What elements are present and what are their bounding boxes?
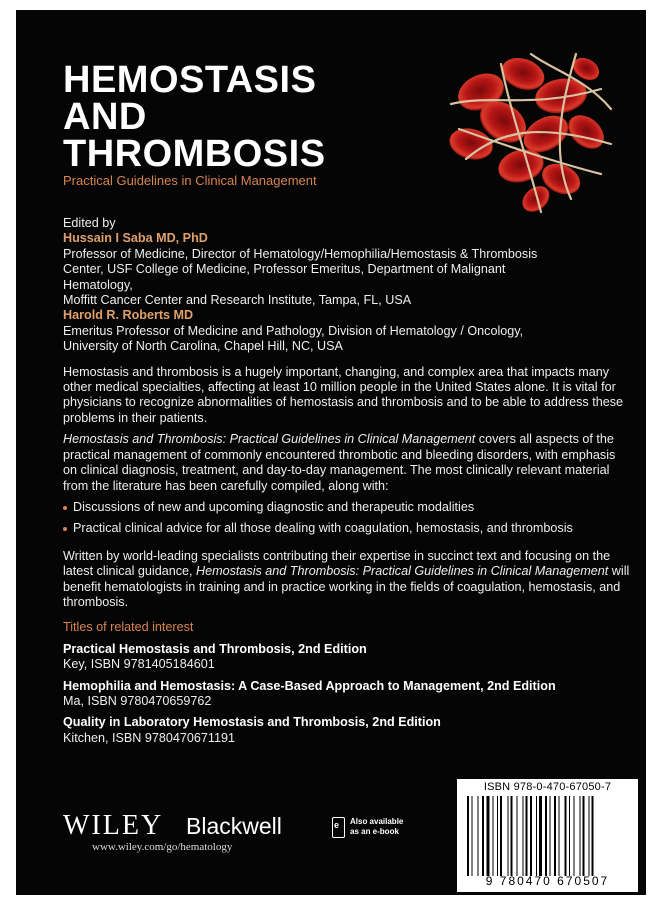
cover-text bbox=[63, 216, 631, 746]
barcode-bar bbox=[497, 796, 498, 876]
barcode-bar bbox=[565, 796, 567, 876]
editor-1-affiliation-line: Hematology, bbox=[63, 277, 133, 292]
editor-1-name: Hussain I Saba MD, PhD bbox=[63, 231, 208, 246]
book-title-italic: Hemostasis and Thrombosis: Practical Guidelines in Clinical Management bbox=[63, 432, 476, 447]
blood-clot-illustration bbox=[411, 34, 631, 224]
editor-2-affiliation-line: University of North Carolina, Chapel Hill, NC, USA bbox=[63, 339, 343, 354]
related-title-info: Kitchen, ISBN 9780470671191 bbox=[63, 730, 236, 745]
editor-1-affiliation-line: Moffitt Cancer Center and Research Institute, Tampa, FL, USA bbox=[63, 293, 412, 308]
wiley-logo: WILEY bbox=[63, 810, 164, 841]
title-line-1: HEMOSTASIS bbox=[63, 59, 317, 101]
barcode-bar bbox=[589, 796, 590, 876]
barcode-bars bbox=[465, 796, 630, 876]
ebook-note-line: Also available bbox=[350, 817, 404, 826]
ebook-icon bbox=[332, 817, 345, 838]
related-titles-heading: Titles of related interest bbox=[63, 620, 194, 635]
barcode-digits: 9 780470 670507 bbox=[485, 874, 610, 888]
barcode-bar bbox=[574, 796, 575, 876]
barcode bbox=[457, 779, 638, 892]
editor-2-name: Harold R. Roberts MD bbox=[63, 308, 194, 323]
description-paragraph-3-text-a: Written by world-leading specialists contributing their expertise in succinct text and focusing on the latest clinical guidance, bbox=[63, 548, 611, 579]
description-paragraph-3-text-b: will benefit hematologists in training and in practice working in the fields of coagulation, hemostasis, and thrombosis. bbox=[63, 564, 630, 609]
barcode-bar bbox=[569, 796, 570, 876]
blackwell-logo: Blackwell bbox=[186, 813, 282, 839]
related-title-info: Ma, ISBN 9780470659762 bbox=[63, 693, 212, 708]
barcode-bar bbox=[550, 796, 551, 876]
editor-2-affiliation-line: Emeritus Professor of Medicine and Pathology, Division of Hematology / Oncology, bbox=[63, 323, 524, 338]
barcode-bar bbox=[554, 796, 556, 876]
feature-bullet: Practical clinical advice for all those dealing with coagulation, hemostasis, and thrombosis bbox=[63, 521, 631, 536]
barcode-bar bbox=[530, 796, 532, 876]
barcode-bar bbox=[487, 796, 490, 876]
editor-1-affiliation-line: Professor of Medicine, Director of Hematology/Hemophilia/Hemostasis & Thrombosis bbox=[63, 246, 538, 261]
barcode-bar bbox=[583, 796, 585, 876]
description-paragraph-3 bbox=[63, 549, 631, 611]
description-paragraph-2-text: covers all aspects of the practical management of commonly encountered thrombotic and bleeding disorders, with emphasis on clinical diagnosis, treatment, and day-to-day management. The most clinically relevant material from the literature has been carefully compiled, along with: bbox=[63, 432, 616, 493]
barcode-bar bbox=[526, 796, 528, 876]
ebook-note-line: as an e-book bbox=[350, 827, 399, 836]
barcode-bar bbox=[478, 796, 479, 876]
barcode-bar bbox=[545, 796, 547, 876]
barcode-bar bbox=[508, 796, 509, 876]
barcode-bar bbox=[493, 796, 494, 876]
barcode-bar bbox=[511, 796, 513, 876]
related-title: Hemophilia and Hemostasis: A Case-Based Approach to Management, 2nd Edition bbox=[63, 678, 556, 693]
barcode-bar bbox=[559, 796, 560, 876]
back-cover bbox=[16, 10, 646, 895]
barcode-bar bbox=[467, 796, 469, 876]
publisher-url: www.wiley.com/go/hematology bbox=[92, 841, 233, 853]
barcode-bar bbox=[500, 796, 502, 876]
book-subtitle: Practical Guidelines in Clinical Management bbox=[63, 173, 317, 188]
book-title bbox=[63, 59, 326, 175]
ebook-icon-letter: e bbox=[334, 820, 340, 830]
barcode-bar bbox=[536, 796, 537, 876]
barcode-bar bbox=[523, 796, 524, 876]
related-title: Practical Hemostasis and Thrombosis, 2nd Edition bbox=[63, 641, 367, 656]
barcode-bar bbox=[517, 796, 518, 876]
isbn-label: ISBN 978-0-470-67050-7 bbox=[483, 781, 612, 793]
related-title-info: Key, ISBN 9781405184601 bbox=[63, 657, 215, 672]
barcode-bar bbox=[472, 796, 473, 876]
description-paragraph-1: Hemostasis and thrombosis is a hugely important, changing, and complex area that impacts many other medical specialties, affecting at least 10 million people in the United States alone. It is vital for physicians to recognize abnormalities of hemostasis and thrombosis and to be able to address these problems in their patients. bbox=[63, 364, 624, 425]
description-paragraph-2 bbox=[63, 432, 631, 494]
feature-bullet: Discussions of new and upcoming diagnostic and therapeutic modalities bbox=[63, 500, 631, 515]
barcode-bar bbox=[580, 796, 581, 876]
editor-1-affiliation-line: Center, USF College of Medicine, Professor Emeritus, Department of Malignant bbox=[63, 262, 506, 277]
feature-list bbox=[63, 500, 631, 537]
ebook-note bbox=[350, 817, 403, 837]
book-title-italic: Hemostasis and Thrombosis: Practical Guidelines in Clinical Management bbox=[196, 564, 609, 579]
edited-by-label: Edited by bbox=[63, 216, 116, 230]
title-line-2: AND bbox=[63, 96, 147, 138]
barcode-bar bbox=[592, 796, 594, 876]
barcode-bar bbox=[539, 796, 542, 876]
title-line-3: THROMBOSIS bbox=[63, 133, 326, 175]
barcode-bar bbox=[482, 796, 484, 876]
related-title: Quality in Laboratory Hemostasis and Thrombosis, 2nd Edition bbox=[63, 715, 441, 730]
